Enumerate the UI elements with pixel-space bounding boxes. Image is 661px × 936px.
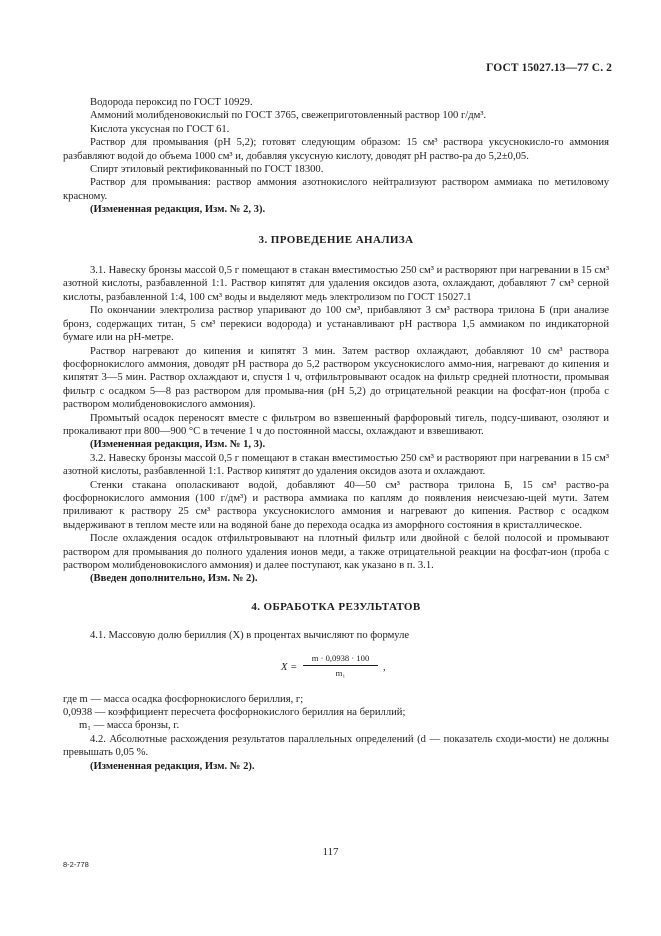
paragraph: После охлаждения осадок отфильтровывают на плотный фильтр или двойной с белой полосой и промывают раствором для промывания до полного удаления ионов меди, а также отрицательной реакции на фосфат-ион (проба с раствором молибденовокислого аммония) и далее поступают, как указано в п. 3.1. [63, 533, 609, 571]
formula-numerator: m · 0,0938 · 100 [303, 653, 378, 666]
edit-note: (Измененная редакция, Изм. № 2). [90, 760, 255, 772]
paragraph: 4.2. Абсолютные расхождения результатов параллельных определений (d — показатель сходи-мости) не должны превышать 0,05 %. [63, 733, 609, 759]
reagent-item: Кислота уксусная по ГОСТ 61. [90, 123, 230, 135]
formula-lhs: X = [281, 661, 298, 673]
reagent-item: Водорода пероксид по ГОСТ 10929. [90, 97, 253, 108]
page-number: 117 [322, 846, 339, 858]
edit-note: (Измененная редакция, Изм. № 2, 3). [90, 204, 266, 216]
formula-tail: , [383, 661, 386, 673]
paragraph: 3.1. Навеску бронзы массой 0,5 г помещают в стакан вместимостью 250 см³ и растворяют при нагревании в 15 см³ азотной кислоты, разбавленной 1:1. Раствор кипятят для удаления оксидов азота, охлаждают, добавляют 7 см³ серной кислоты, разбавленной 1:4, 100 см³ воды и выделяют медь электролизом по ГОСТ 15027.1 [63, 265, 609, 303]
paragraph: Стенки стакана ополаскивают водой, добавляют 40—50 см³ раствора трилона Б, 15 см³ раство-ра фосфорнокислого аммония (100 г/дм³) и раствора аммиака по каплям до появления неисчезаю-щей мути. Затем приливают к раствору 25 см³ раствора уксуснокислого аммония и нагревают до кипения. Раствор с осадком выдерживают в теплом месте или на водяной бане до перехода осадка из аморфного состояния в кристаллическое. [63, 479, 609, 531]
paragraph: По окончании электролиза раствор упаривают до 100 см³, прибавляют 3 см³ раствора трилона Б (при анализе бронз, содержащих титан, 5 см³ перекиси водорода) и устанавливают рН раствора 1,5 аммиаком по индикаторной бумаге или на рН-метре. [63, 305, 609, 344]
formula-denominator: m₁ [335, 667, 346, 678]
section-title: 3. ПРОВЕДЕНИЕ АНАЛИЗА [258, 233, 414, 246]
reagent-item: Раствор для промывания: раствор аммония азотнокислого нейтрализуют раствором аммиака по метиловому красному. [63, 177, 609, 202]
edit-note: (Введен дополнительно, Изм. № 2). [90, 573, 258, 585]
paragraph: Промытый осадок переносят вместе с фильтром во взвешенный фарфоровый тигель, подсу-шивают, озоляют и прокаливают при 800—900 °С в течение 1 ч до постоянной массы, охлаждают и взвешивают. [63, 412, 609, 437]
definition-item: m₁ — масса бронзы, г. [79, 720, 180, 732]
paragraph: 4.1. Массовую долю бериллия (X) в процентах вычисляют по формуле [90, 630, 410, 642]
section-title: 4. ОБРАБОТКА РЕЗУЛЬТАТОВ [251, 600, 421, 613]
reagent-item: Аммоний молибденовокислый по ГОСТ 3765, свежеприготовленный раствор 100 г/дм³. [90, 110, 487, 122]
print-code: 8-2-778 [63, 860, 89, 869]
reagent-item: Раствор для промывания (рН 5,2); готовят следующим образом: 15 см³ раствора уксуснокисло-го аммония разбавляют водой до объема 1000 см³ и, добавляя уксусную кислоту, доводят рН раство-ра до 5,2±0,05. [63, 137, 609, 162]
formula [63, 653, 609, 683]
definitions [63, 693, 609, 733]
definition-item: где m — масса осадка фосфорнокислого бериллия, г; [63, 693, 304, 705]
reagent-item: Спирт этиловый ректификованный по ГОСТ 18300. [90, 164, 324, 176]
document-body [63, 96, 609, 773]
paragraph: Раствор нагревают до кипения и кипятят 3 мин. Затем раствор охлаждают, добавляют 10 см³ раствора фосфорнокислого аммония, доводят рН раствора до 5,2 раствором уксуснокислого аммо-ния, нагревают до кипения и кипятят 3—5 мин. Раствор охлаждают и, спустя 1 ч, отфильтровывают осадок на фильтр средней плотности, промывая фильтр с осадком 5—8 раз раствором для промыва-ния (рН 5,2) до отрицательной реакции на фосфат-ион (проба с раствором молибденовокислого аммония). [63, 345, 609, 411]
definition-item: 0,0938 — коэффициент пересчета фосфорнокислого бериллия на бериллий; [63, 707, 406, 719]
edit-note: (Измененная редакция, Изм. № 1, 3). [90, 439, 266, 451]
paragraph: 3.2. Навеску бронзы массой 0,5 г помещают в стакан вместимостью 250 см³ и растворяют при нагревании в 15 см³ азотной кислоты, разбавленной 1:1. Раствор кипятят до удаления оксидов азота и охлаждают. [63, 452, 609, 478]
formula-fraction [303, 653, 378, 679]
page-header: ГОСТ 15027.13—77 С. 2 [486, 62, 612, 74]
